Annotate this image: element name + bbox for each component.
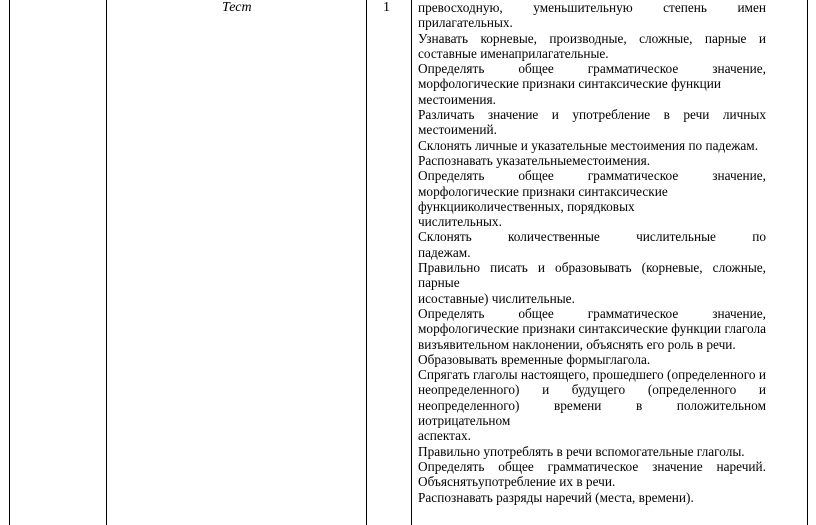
table-divider-3 — [411, 0, 412, 525]
outcome-line: Различать значение и употребление в речи личных — [418, 107, 766, 123]
outcome-line: Определять общее грамматическое значение наречий. — [418, 458, 766, 474]
outcome-line: Образовывать временные формыглагола. — [418, 351, 651, 367]
table-border-left — [9, 0, 10, 525]
outcome-line: морфологические признаки синтаксические функции глагола — [418, 321, 766, 337]
outcome-line: Спрягать глаголы настоящего, прошедшего (определенного и — [418, 367, 766, 383]
outcome-line: функцииколичественных, порядковых — [418, 198, 635, 214]
table-divider-1 — [106, 0, 107, 525]
outcome-line: морфологические признаки синтаксические — [418, 183, 668, 199]
outcome-line: Склонять личные и указательные местоимения по падежам. — [418, 137, 759, 153]
outcome-line: падежам. — [418, 244, 471, 260]
outcome-line: составные именаприлагательные. — [418, 45, 609, 61]
outcome-line: неопределенного) времени в положительном иотрицательном — [418, 397, 766, 429]
outcome-line: Узнавать корневые, производные, сложные, парные и — [418, 30, 766, 46]
outcome-line: исоставные) числительные. — [418, 290, 575, 306]
outcome-line: местоимений. — [418, 122, 497, 138]
outcome-line: Распознавать разряды наречий (места, времени). — [418, 489, 694, 505]
outcome-line: Определять общее грамматическое значение, — [418, 305, 766, 321]
outcome-line: Определять общее грамматическое значение, — [418, 61, 766, 77]
outcome-line: визъявительном наклонении, объяснять его роль в речи. — [418, 336, 736, 352]
outcome-line: Склонять количественные числительные по — [418, 229, 766, 245]
learning-outcomes-cell — [418, 0, 766, 505]
outcome-line: Определять общее грамматическое значение, — [418, 168, 766, 184]
outcome-line: морфологические признаки синтаксические функции — [418, 76, 721, 92]
hours-cell: 1 — [383, 0, 390, 15]
control-type-cell: Тест — [222, 0, 252, 15]
outcome-line: прилагательных. — [418, 15, 513, 31]
outcome-line: Правильно употреблять в речи вспомогательные глаголы. — [418, 443, 745, 459]
outcome-line: Распознавать указательныеместоимения. — [418, 152, 651, 168]
outcome-line: неопределенного) и будущего (определенного и — [418, 382, 766, 398]
outcome-line: числительных. — [418, 214, 502, 230]
outcome-line: местоимения. — [418, 91, 496, 107]
outcome-line: Правильно писать и образовывать (корневые, сложные, парные — [418, 260, 766, 291]
outcome-line: аспектах. — [418, 428, 471, 444]
outcome-line: превосходную, уменьшительную степень имен — [418, 0, 766, 15]
outcome-line: Объяснятьупотребление их в речи. — [418, 474, 616, 490]
table-border-right — [807, 0, 808, 525]
table-divider-2 — [366, 0, 367, 525]
